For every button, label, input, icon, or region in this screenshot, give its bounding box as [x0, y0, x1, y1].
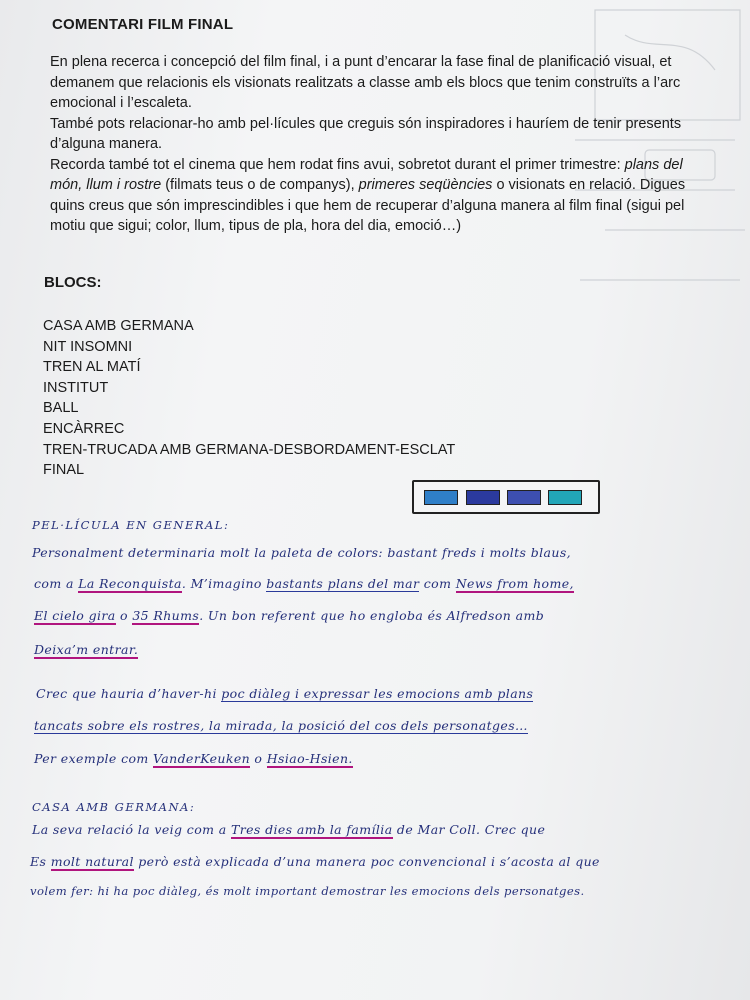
handwritten-line: [34, 576, 574, 591]
hw-text: Es: [30, 854, 51, 869]
handwritten-line: [34, 751, 353, 766]
handwritten-line: [30, 884, 585, 898]
hw-text: o: [115, 608, 133, 623]
bloc-item: BALL: [43, 400, 79, 417]
hw-underlined-text: tancats sobre els rostres, la mirada, la posició del cos dels personatges…: [34, 718, 528, 733]
handwritten-line: [34, 718, 528, 733]
hw-underlined-film: Tres dies amb la família: [230, 822, 393, 837]
palette-swatch-2: [466, 490, 500, 505]
intro-p3-part-a: Recorda també tot el cinema que hem rodat fins avui, sobretot durant el primer trimestre:: [50, 156, 625, 173]
bloc-item: NIT INSOMNI: [43, 338, 133, 355]
hw-text: Crec que hauria d’haver-hi: [36, 686, 222, 701]
intro-paragraph-1: En plena recerca i concepció del film final, i a punt d’encarar la fase final de planificació visual, et demanem que relacionis els visionats realitzats a classe amb els blocs que tenim construïts a l’arc emocional i l’escaleta.: [50, 54, 681, 111]
bloc-item: INSTITUT: [43, 379, 109, 396]
intro-text: [50, 52, 700, 237]
bloc-item: TREN-TRUCADA AMB GERMANA-DESBORDAMENT-ESCLAT: [43, 441, 456, 458]
hw-text: . M’imagino: [181, 576, 267, 591]
hw-underlined-film: VanderKeuken: [153, 751, 251, 766]
palette-swatch-4: [548, 490, 582, 505]
color-palette-drawing: [412, 480, 600, 514]
bloc-item: CASA AMB GERMANA: [43, 318, 194, 334]
handwritten-line: [32, 822, 545, 837]
hw-underlined-text: poc diàleg i expressar les emocions amb plans: [221, 686, 534, 701]
hw-underlined-film: Deixa’m entrar.: [34, 642, 139, 657]
hw-text: La seva relació la veig com a: [32, 822, 231, 837]
intro-p3-part-c: o visionats en relació. Digues quins creus que són imprescindibles i que hem de recuperar d’alguna manera al film final (sigui pel motiu que sigui; color, llum, tipus de pla, hora del dia, emoció…): [50, 177, 686, 234]
hw-text: com: [419, 576, 456, 591]
document-title: COMENTARI FILM FINAL: [52, 16, 234, 33]
hw-underlined-text: molt natural: [50, 854, 134, 869]
hw-text: com a: [34, 576, 79, 591]
blocs-list: [43, 316, 455, 481]
handwritten-heading-general: PEL·LÍCULA EN GENERAL:: [32, 518, 230, 532]
hw-underlined-film: 35 Rhums: [132, 608, 200, 623]
hw-text: però està explicada d’una manera poc convencional i s’acosta al que: [133, 854, 600, 869]
blocs-heading: BLOCS:: [44, 274, 102, 291]
handwritten-heading-casa: CASA AMB GERMANA:: [32, 800, 196, 814]
hw-text: . Un bon referent que ho engloba és Alfredson amb: [199, 608, 545, 623]
hw-underlined-film: Hsiao-Hsien.: [266, 751, 353, 766]
hw-underlined-film: News from home,: [455, 576, 574, 591]
hw-underlined-text: bastants plans del mar: [266, 576, 420, 591]
bloc-item: ENCÀRREC: [43, 420, 125, 437]
hw-text: volem fer: hi ha poc diàleg, és molt important demostrar les emocions dels personatges.: [30, 884, 585, 898]
bloc-item: FINAL: [43, 462, 85, 479]
hw-text: o: [250, 751, 267, 766]
hw-text: Per exemple com: [34, 751, 154, 766]
hw-text: Personalment determinaria molt la paleta de colors: bastant freds i molts blaus,: [32, 545, 572, 560]
intro-p3-emphasis-1: plans del món, llum i rostre: [50, 156, 683, 193]
palette-swatch-1: [424, 490, 458, 505]
intro-p3-part-b: (filmats teus o de companys),: [161, 177, 359, 193]
intro-p3-emphasis-2: primeres seqüències: [358, 177, 493, 193]
intro-paragraph-3: [50, 155, 700, 237]
intro-paragraph-2: També pots relacionar-ho amb pel·lícules que creguis són inspiradores i hauríem de tenir presents d’alguna manera.: [50, 115, 682, 152]
handwritten-line: [36, 686, 533, 701]
palette-swatch-3: [507, 490, 541, 505]
handwritten-line: [32, 545, 571, 560]
handwritten-line: [30, 854, 600, 869]
bloc-item: TREN AL MATÍ: [43, 359, 141, 376]
handwritten-line: [34, 642, 138, 657]
handwritten-line: [34, 608, 544, 623]
hw-underlined-film: La Reconquista: [78, 576, 182, 591]
hw-text: de Mar Coll. Crec que: [392, 822, 546, 837]
hw-underlined-film: El cielo gira: [34, 608, 116, 623]
